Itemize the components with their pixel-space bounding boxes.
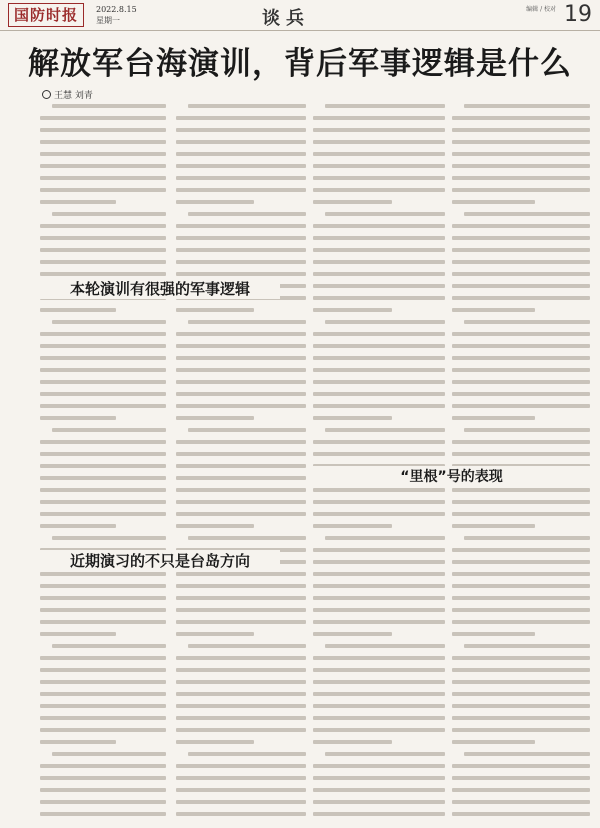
text-line-placeholder bbox=[452, 656, 590, 660]
subheading-2: 近期演习的不只是台岛方向 bbox=[40, 550, 280, 571]
text-line-placeholder bbox=[313, 140, 445, 144]
text-line-placeholder bbox=[188, 536, 306, 540]
text-line-placeholder bbox=[176, 164, 306, 168]
text-line-placeholder bbox=[313, 248, 445, 252]
text-line-placeholder bbox=[176, 584, 306, 588]
text-line-placeholder bbox=[176, 740, 254, 744]
text-line-placeholder bbox=[176, 188, 306, 192]
text-line-placeholder bbox=[40, 272, 166, 276]
text-line-placeholder bbox=[313, 404, 445, 408]
text-line-placeholder bbox=[176, 728, 306, 732]
text-line-placeholder bbox=[325, 644, 445, 648]
text-line-placeholder bbox=[452, 260, 590, 264]
text-line-placeholder bbox=[176, 488, 306, 492]
text-line-placeholder bbox=[452, 512, 590, 516]
text-line-placeholder bbox=[176, 812, 306, 816]
issue-date: 2022.8.15 星期一 bbox=[96, 5, 137, 25]
headline: 解放军台海演训，背后军事逻辑是什么 bbox=[28, 46, 572, 82]
text-line-placeholder bbox=[176, 452, 306, 456]
text-line-placeholder bbox=[40, 572, 166, 576]
text-line-placeholder bbox=[40, 140, 166, 144]
text-line-placeholder bbox=[40, 584, 166, 588]
text-line-placeholder bbox=[176, 500, 306, 504]
text-line-placeholder bbox=[40, 464, 166, 468]
editor-credits: 编辑 / 校对 bbox=[526, 6, 556, 13]
text-line-placeholder bbox=[176, 356, 306, 360]
text-line-placeholder bbox=[176, 248, 306, 252]
text-line-placeholder bbox=[313, 308, 392, 312]
text-line-placeholder bbox=[313, 620, 445, 624]
text-line-placeholder bbox=[176, 440, 306, 444]
text-line-placeholder bbox=[452, 356, 590, 360]
text-line-placeholder bbox=[313, 152, 445, 156]
text-line-placeholder bbox=[452, 740, 535, 744]
text-line-placeholder bbox=[313, 572, 445, 576]
text-line-placeholder bbox=[313, 128, 445, 132]
text-line-placeholder bbox=[452, 140, 590, 144]
text-line-placeholder bbox=[313, 116, 445, 120]
text-line-placeholder bbox=[40, 788, 166, 792]
newspaper-logo: 国防时报 bbox=[8, 3, 84, 27]
text-line-placeholder bbox=[40, 512, 166, 516]
text-line-placeholder bbox=[452, 296, 590, 300]
text-line-placeholder bbox=[452, 716, 590, 720]
text-line-placeholder bbox=[188, 752, 306, 756]
text-line-placeholder bbox=[176, 368, 306, 372]
text-line-placeholder bbox=[452, 524, 535, 528]
text-line-placeholder bbox=[176, 596, 306, 600]
text-line-placeholder bbox=[52, 212, 166, 216]
text-line-placeholder bbox=[325, 212, 445, 216]
text-line-placeholder bbox=[313, 200, 392, 204]
text-line-placeholder bbox=[313, 380, 445, 384]
text-line-placeholder bbox=[40, 224, 166, 228]
text-line-placeholder bbox=[40, 680, 166, 684]
text-line-placeholder bbox=[464, 644, 590, 648]
text-line-placeholder bbox=[40, 128, 166, 132]
text-line-placeholder bbox=[452, 668, 590, 672]
text-line-placeholder bbox=[452, 332, 590, 336]
text-line-placeholder bbox=[313, 776, 445, 780]
text-line-placeholder bbox=[452, 404, 590, 408]
text-line-placeholder bbox=[40, 260, 166, 264]
text-line-placeholder bbox=[313, 656, 445, 660]
text-line-placeholder bbox=[176, 224, 306, 228]
text-line-placeholder bbox=[452, 344, 590, 348]
text-line-placeholder bbox=[176, 632, 254, 636]
text-line-placeholder bbox=[325, 104, 445, 108]
text-line-placeholder bbox=[313, 632, 392, 636]
text-line-placeholder bbox=[325, 536, 445, 540]
text-line-placeholder bbox=[325, 752, 445, 756]
body-column-4 bbox=[452, 104, 590, 820]
text-line-placeholder bbox=[176, 260, 306, 264]
text-line-placeholder bbox=[452, 236, 590, 240]
author-icon bbox=[42, 90, 51, 99]
text-line-placeholder bbox=[452, 548, 590, 552]
text-line-placeholder bbox=[40, 404, 166, 408]
text-line-placeholder bbox=[464, 428, 590, 432]
text-line-placeholder bbox=[452, 392, 590, 396]
text-line-placeholder bbox=[452, 776, 590, 780]
text-line-placeholder bbox=[188, 644, 306, 648]
text-line-placeholder bbox=[40, 200, 116, 204]
text-line-placeholder bbox=[313, 188, 445, 192]
text-line-placeholder bbox=[40, 380, 166, 384]
text-line-placeholder bbox=[452, 788, 590, 792]
text-line-placeholder bbox=[464, 320, 590, 324]
text-line-placeholder bbox=[176, 656, 306, 660]
text-line-placeholder bbox=[40, 176, 166, 180]
text-line-placeholder bbox=[313, 728, 445, 732]
text-line-placeholder bbox=[176, 200, 254, 204]
text-line-placeholder bbox=[313, 692, 445, 696]
text-line-placeholder bbox=[40, 344, 166, 348]
text-line-placeholder bbox=[452, 812, 590, 816]
text-line-placeholder bbox=[452, 800, 590, 804]
text-line-placeholder bbox=[40, 800, 166, 804]
text-line-placeholder bbox=[452, 764, 590, 768]
text-line-placeholder bbox=[452, 452, 590, 456]
text-line-placeholder bbox=[313, 608, 445, 612]
text-line-placeholder bbox=[176, 788, 306, 792]
text-line-placeholder bbox=[313, 416, 392, 420]
text-line-placeholder bbox=[40, 692, 166, 696]
text-line-placeholder bbox=[40, 812, 166, 816]
text-line-placeholder bbox=[313, 596, 445, 600]
text-line-placeholder bbox=[452, 620, 590, 624]
subheading-1: 本轮演训有很强的军事逻辑 bbox=[40, 278, 280, 299]
text-line-placeholder bbox=[313, 584, 445, 588]
text-line-placeholder bbox=[464, 212, 590, 216]
text-line-placeholder bbox=[313, 344, 445, 348]
text-line-placeholder bbox=[452, 248, 590, 252]
text-line-placeholder bbox=[176, 116, 306, 120]
text-line-placeholder bbox=[313, 500, 445, 504]
text-line-placeholder bbox=[452, 584, 590, 588]
text-line-placeholder bbox=[452, 284, 590, 288]
text-line-placeholder bbox=[313, 236, 445, 240]
text-line-placeholder bbox=[176, 716, 306, 720]
text-line-placeholder bbox=[452, 728, 590, 732]
text-line-placeholder bbox=[313, 368, 445, 372]
text-line-placeholder bbox=[52, 644, 166, 648]
text-line-placeholder bbox=[313, 392, 445, 396]
text-line-placeholder bbox=[313, 668, 445, 672]
text-line-placeholder bbox=[40, 596, 166, 600]
text-line-placeholder bbox=[40, 500, 166, 504]
text-line-placeholder bbox=[176, 524, 254, 528]
text-line-placeholder bbox=[452, 608, 590, 612]
text-line-placeholder bbox=[325, 428, 445, 432]
masthead bbox=[0, 0, 600, 31]
text-line-placeholder bbox=[452, 200, 535, 204]
text-line-placeholder bbox=[313, 560, 445, 564]
text-line-placeholder bbox=[40, 188, 166, 192]
text-line-placeholder bbox=[313, 272, 445, 276]
text-line-placeholder bbox=[452, 176, 590, 180]
text-line-placeholder bbox=[176, 512, 306, 516]
section-title: 谈兵 bbox=[262, 8, 310, 29]
text-line-placeholder bbox=[452, 164, 590, 168]
text-line-placeholder bbox=[313, 224, 445, 228]
text-line-placeholder bbox=[40, 452, 166, 456]
text-line-placeholder bbox=[40, 656, 166, 660]
text-line-placeholder bbox=[188, 320, 306, 324]
text-line-placeholder bbox=[313, 356, 445, 360]
text-line-placeholder bbox=[176, 776, 306, 780]
body-column-3 bbox=[313, 104, 445, 820]
text-line-placeholder bbox=[40, 416, 116, 420]
text-line-placeholder bbox=[313, 740, 392, 744]
text-line-placeholder bbox=[40, 152, 166, 156]
text-line-placeholder bbox=[176, 416, 254, 420]
text-line-placeholder bbox=[452, 500, 590, 504]
text-line-placeholder bbox=[176, 668, 306, 672]
text-line-placeholder bbox=[188, 212, 306, 216]
text-line-placeholder bbox=[40, 776, 166, 780]
text-line-placeholder bbox=[313, 260, 445, 264]
text-line-placeholder bbox=[40, 728, 166, 732]
text-line-placeholder bbox=[52, 320, 166, 324]
text-line-placeholder bbox=[176, 572, 306, 576]
text-line-placeholder bbox=[176, 128, 306, 132]
text-line-placeholder bbox=[176, 800, 306, 804]
text-line-placeholder bbox=[40, 248, 166, 252]
text-line-placeholder bbox=[40, 620, 166, 624]
text-line-placeholder bbox=[325, 320, 445, 324]
text-line-placeholder bbox=[52, 104, 166, 108]
text-line-placeholder bbox=[313, 440, 445, 444]
text-line-placeholder bbox=[188, 104, 306, 108]
text-line-placeholder bbox=[313, 332, 445, 336]
text-line-placeholder bbox=[464, 536, 590, 540]
text-line-placeholder bbox=[40, 332, 166, 336]
text-line-placeholder bbox=[313, 176, 445, 180]
text-line-placeholder bbox=[452, 560, 590, 564]
body-column-1 bbox=[40, 104, 166, 820]
text-line-placeholder bbox=[313, 716, 445, 720]
subheading-3: “里根”号的表现 bbox=[313, 466, 590, 486]
text-line-placeholder bbox=[313, 512, 445, 516]
text-line-placeholder bbox=[452, 692, 590, 696]
text-line-placeholder bbox=[313, 452, 445, 456]
text-line-placeholder bbox=[464, 752, 590, 756]
text-line-placeholder bbox=[452, 632, 535, 636]
text-line-placeholder bbox=[452, 188, 590, 192]
text-line-placeholder bbox=[40, 116, 166, 120]
text-line-placeholder bbox=[176, 308, 254, 312]
text-line-placeholder bbox=[452, 368, 590, 372]
text-line-placeholder bbox=[40, 632, 116, 636]
page-number: 19 bbox=[564, 2, 592, 27]
text-line-placeholder bbox=[40, 368, 166, 372]
text-line-placeholder bbox=[176, 476, 306, 480]
text-line-placeholder bbox=[313, 524, 392, 528]
text-line-placeholder bbox=[452, 488, 590, 492]
text-line-placeholder bbox=[452, 440, 590, 444]
text-line-placeholder bbox=[452, 272, 590, 276]
text-line-placeholder bbox=[40, 668, 166, 672]
text-line-placeholder bbox=[313, 548, 445, 552]
text-line-placeholder bbox=[313, 812, 445, 816]
byline: 王慧 刘青 bbox=[42, 88, 93, 101]
text-line-placeholder bbox=[452, 596, 590, 600]
text-line-placeholder bbox=[40, 476, 166, 480]
text-line-placeholder bbox=[313, 488, 445, 492]
text-line-placeholder bbox=[176, 332, 306, 336]
text-line-placeholder bbox=[40, 356, 166, 360]
text-line-placeholder bbox=[176, 704, 306, 708]
text-line-placeholder bbox=[40, 392, 166, 396]
text-line-placeholder bbox=[452, 152, 590, 156]
text-line-placeholder bbox=[40, 704, 166, 708]
text-line-placeholder bbox=[176, 464, 306, 468]
text-line-placeholder bbox=[452, 416, 535, 420]
text-line-placeholder bbox=[176, 140, 306, 144]
text-line-placeholder bbox=[452, 224, 590, 228]
text-line-placeholder bbox=[313, 284, 445, 288]
text-line-placeholder bbox=[40, 716, 166, 720]
text-line-placeholder bbox=[313, 800, 445, 804]
text-line-placeholder bbox=[176, 272, 306, 276]
text-line-placeholder bbox=[40, 524, 116, 528]
text-line-placeholder bbox=[313, 164, 445, 168]
text-line-placeholder bbox=[176, 392, 306, 396]
text-line-placeholder bbox=[452, 116, 590, 120]
body-column-2 bbox=[176, 104, 306, 820]
text-line-placeholder bbox=[452, 380, 590, 384]
text-line-placeholder bbox=[40, 236, 166, 240]
text-line-placeholder bbox=[176, 176, 306, 180]
text-line-placeholder bbox=[313, 704, 445, 708]
text-line-placeholder bbox=[52, 752, 166, 756]
text-line-placeholder bbox=[40, 164, 166, 168]
text-line-placeholder bbox=[40, 440, 166, 444]
text-line-placeholder bbox=[313, 764, 445, 768]
text-line-placeholder bbox=[176, 608, 306, 612]
text-line-placeholder bbox=[40, 308, 116, 312]
text-line-placeholder bbox=[188, 428, 306, 432]
text-line-placeholder bbox=[40, 488, 166, 492]
text-line-placeholder bbox=[452, 308, 535, 312]
text-line-placeholder bbox=[452, 572, 590, 576]
text-line-placeholder bbox=[176, 344, 306, 348]
text-line-placeholder bbox=[452, 704, 590, 708]
text-line-placeholder bbox=[52, 536, 166, 540]
text-line-placeholder bbox=[176, 152, 306, 156]
text-line-placeholder bbox=[313, 788, 445, 792]
text-line-placeholder bbox=[40, 764, 166, 768]
text-line-placeholder bbox=[452, 128, 590, 132]
text-line-placeholder bbox=[176, 404, 306, 408]
text-line-placeholder bbox=[52, 428, 166, 432]
text-line-placeholder bbox=[40, 608, 166, 612]
text-line-placeholder bbox=[176, 620, 306, 624]
text-line-placeholder bbox=[40, 740, 116, 744]
text-line-placeholder bbox=[464, 104, 590, 108]
text-line-placeholder bbox=[452, 680, 590, 684]
text-line-placeholder bbox=[176, 692, 306, 696]
text-line-placeholder bbox=[176, 764, 306, 768]
text-line-placeholder bbox=[176, 680, 306, 684]
text-line-placeholder bbox=[176, 236, 306, 240]
text-line-placeholder bbox=[176, 380, 306, 384]
text-line-placeholder bbox=[313, 680, 445, 684]
text-line-placeholder bbox=[313, 296, 445, 300]
